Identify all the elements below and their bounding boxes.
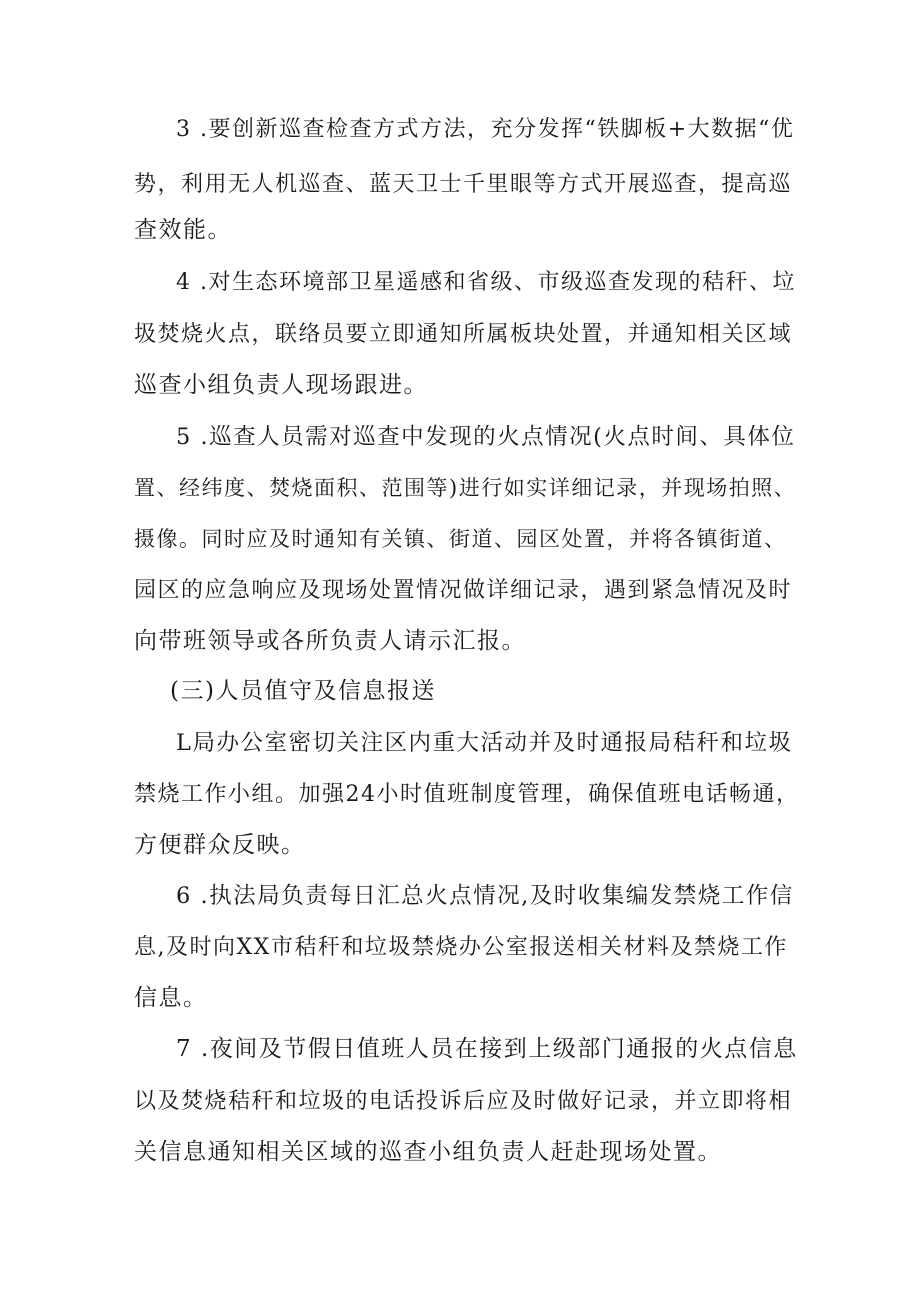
text-line: L局办公室密切关注区内重大活动并及时通报局秸秆和垃圾 bbox=[176, 730, 793, 756]
text-line: 7 .夜间及节假日值班人员在接到上级部门通报的火点信息 bbox=[176, 1036, 798, 1062]
text-line: 5 .巡查人员需对巡查中发现的火点情况(火点时间、具体位 bbox=[176, 424, 796, 450]
section-heading: (三)人员值守及信息报送 bbox=[170, 678, 436, 704]
text-line: 向带班领导或各所负责人请示汇报。 bbox=[134, 628, 526, 654]
text-line: 圾焚烧火点，联络员要立即通知所属板块处置，并通知相关区域 bbox=[134, 322, 793, 347]
text-line: 势，利用无人机巡查、蓝天卫士千里眼等方式开展巡查，提高巡 bbox=[134, 172, 793, 197]
text-line: 信息。 bbox=[134, 985, 208, 1011]
text-line: 摄像。同时应及时通知有关镇、街道、园区处置，并将各镇街道、 bbox=[134, 527, 787, 551]
text-line: 关信息通知相关区域的巡查小组负责人赶赴现场处置。 bbox=[134, 1139, 722, 1165]
text-line: 园区的应急响应及现场处置情况做详细记录，遇到紧急情况及时 bbox=[134, 578, 793, 603]
text-line: 方便群众反映。 bbox=[134, 832, 306, 858]
text-line: 置、经纬度、焚烧面积、范围等)进行如实详细记录，并现场拍照、 bbox=[134, 476, 797, 500]
text-line: 4 .对生态环境部卫星遥感和省级、市级巡查发现的秸秆、垃 bbox=[176, 270, 796, 295]
text-line: 查效能。 bbox=[134, 217, 232, 243]
text-line: 禁烧工作小组。加强24小时值班制度管理，确保值班电话畅通， bbox=[134, 782, 800, 807]
text-line: 3 .要创新巡查检查方式方法，充分发挥“铁脚板+大数据“优 bbox=[176, 117, 795, 142]
text-line: 息,及时向XX市秸秆和垃圾禁烧办公室报送相关材料及禁烧工作 bbox=[134, 935, 788, 960]
text-line: 巡查小组负责人现场跟进。 bbox=[134, 372, 428, 398]
text-line: 以及焚烧秸秆和垃圾的电话投诉后应及时做好记录，并立即将相 bbox=[134, 1089, 793, 1114]
text-line: 6 .执法局负责每日汇总火点情况,及时收集编发禁烧工作信 bbox=[176, 883, 794, 909]
